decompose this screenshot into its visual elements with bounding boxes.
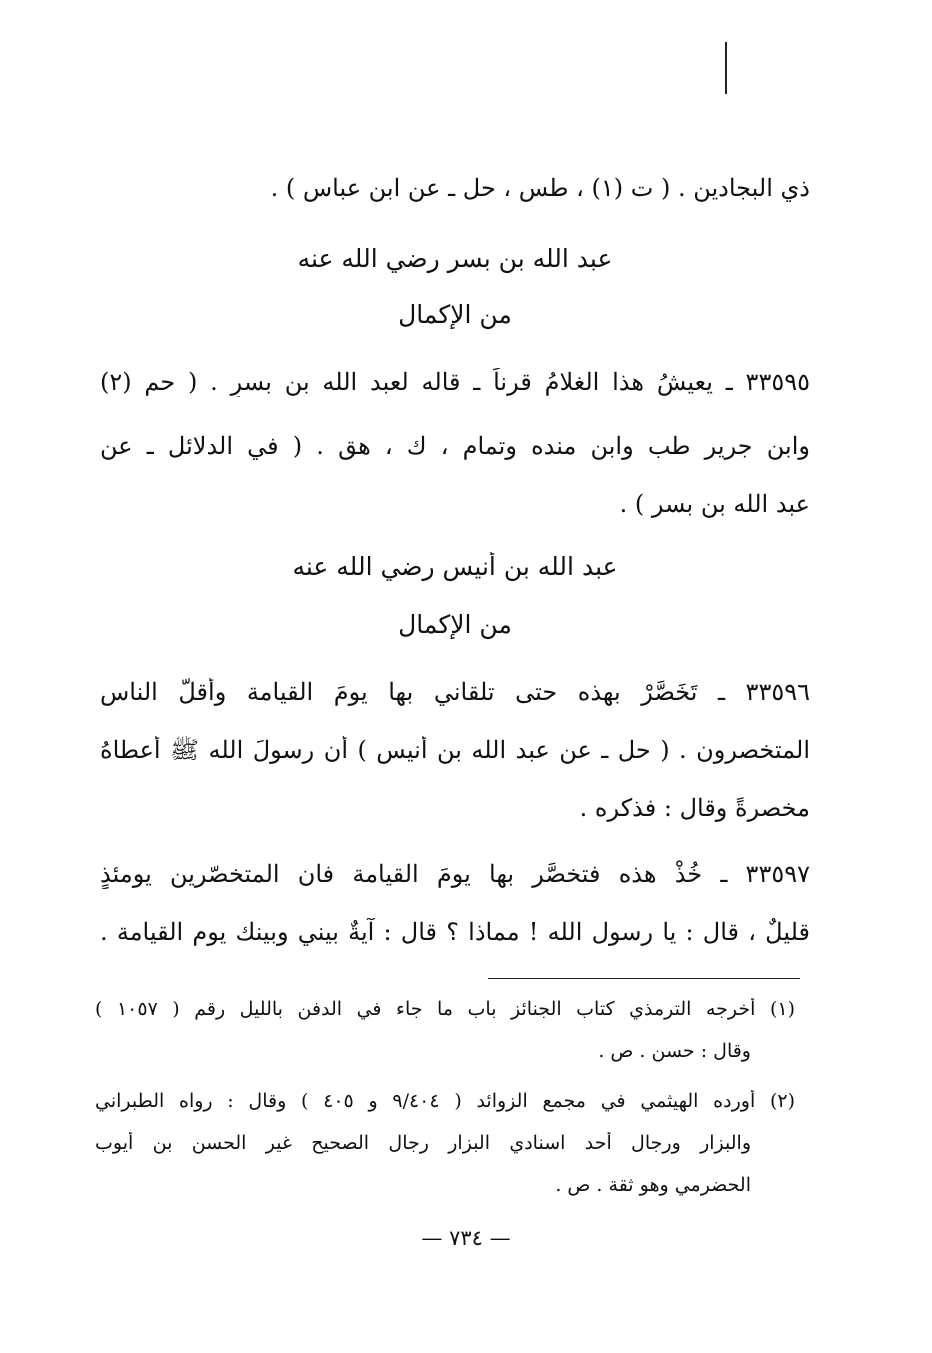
section-heading: عبد الله بن أنيس رضي الله عنه	[292, 552, 618, 581]
footnote-line: (١) أخرجه الترمذي كتاب الجنائز باب ما جاء في الدفن بالليل رقم ( ١٠٥٧ )	[95, 998, 795, 1020]
footnote-line: والبزار ورجال أحد اسنادي البزار رجال الصحيح غير الحسن بن أيوب	[95, 1132, 751, 1154]
hadith-line: وابن جرير طب وابن منده وتمام ، ك ، هق . ( في الدلائل ـ عن	[100, 432, 810, 460]
footnote-line: الحضرمي وهو ثقة . ص .	[555, 1174, 751, 1196]
hadith-line: مخصرةً وقال : فذكره .	[579, 794, 810, 822]
hadith-line: المتخصرون . ( حل ـ عن عبد الله بن أنيس ) أن رسولَ الله ﷺ أعطاهُ	[100, 736, 810, 764]
top-margin-rule	[725, 42, 727, 94]
hadith-line: ٣٣٥٩٧ ـ خُذْ هذه فتخصَّر بها يومَ القيامة فان المتخصّرين يومئذٍ	[100, 860, 810, 888]
hadith-line: عبد الله بن بسر ) .	[619, 490, 810, 518]
footnote-separator	[488, 978, 800, 979]
section-subheading: من الإكمال	[398, 300, 512, 329]
page-number: — ٧٣٤ —	[421, 1226, 511, 1250]
hadith-line: قليلٌ ، قال : يا رسول الله ! مماذا ؟ قال : آيةٌ بيني وبينك يوم القيامة .	[100, 918, 810, 946]
section-heading: عبد الله بن بسر رضي الله عنه	[297, 244, 613, 273]
section-subheading: من الإكمال	[398, 610, 512, 639]
text-line: ذي البجادين . ( ت (١) ، طس ، حل ـ عن ابن عباس ) .	[270, 174, 810, 202]
hadith-line: ٣٣٥٩٦ ـ تَخَصَّرْ بهذه حتى تلقاني بها يومَ القيامة وأقلُّ الناس	[100, 678, 810, 706]
footnote-line: (٢) أورده الهيثمي في مجمع الزوائد ( ٩/٤٠٤ و ٤٠٥ ) وقال : رواه الطبراني	[95, 1090, 795, 1112]
hadith-line: ٣٣٥٩٥ ـ يعيشُ هذا الغلامُ قرناً ـ قاله لعبد الله بن بسرٍ . ( حم (٢)	[100, 368, 810, 396]
footnote-line: وقال : حسن . ص .	[598, 1040, 751, 1062]
